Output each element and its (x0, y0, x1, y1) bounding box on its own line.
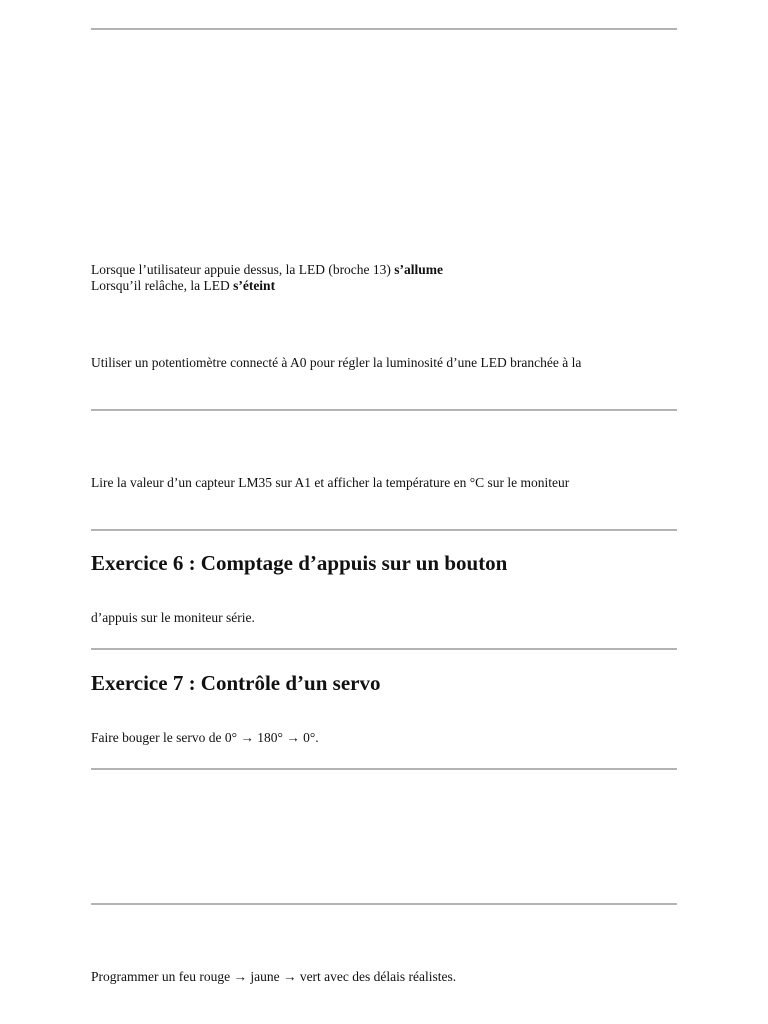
divider (91, 648, 677, 650)
exercise6-text: d’appuis sur le moniteur série. (91, 610, 255, 625)
button-led-description (91, 262, 443, 294)
button-led-line1: Lorsque l’utilisateur appuie dessus, la LED (broche 13) s’allume (91, 262, 444, 277)
divider (91, 768, 677, 770)
exercise7-text: Faire bouger le servo de 0° → 180° → 0°. (91, 730, 319, 745)
divider (91, 409, 677, 411)
divider (91, 529, 677, 531)
lm35-text: Lire la valeur d’un capteur LM35 sur A1 et afficher la température en °C sur le moniteur (91, 475, 570, 490)
button-led-line2: Lorsqu’il relâche, la LED s’éteint (91, 278, 276, 293)
divider (91, 903, 677, 905)
traffic-light-text: Programmer un feu rouge → jaune → vert avec des délais réalistes. (91, 969, 457, 984)
exercise7-title: Exercice 7 : Contrôle d’un servo (91, 671, 381, 695)
exercise6-title: Exercice 6 : Comptage d’appuis sur un bouton (91, 551, 508, 575)
potentiometer-text: Utiliser un potentiomètre connecté à A0 pour régler la luminosité d’une LED branchée à la (91, 355, 582, 370)
divider (91, 28, 677, 30)
